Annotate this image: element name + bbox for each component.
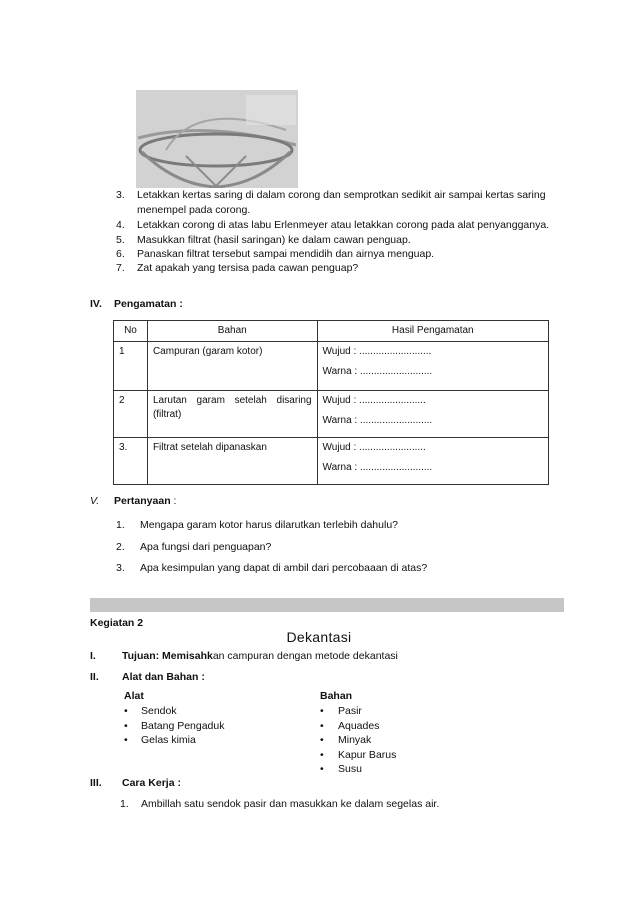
bahan-item: Kapur Barus (338, 749, 397, 761)
tujuan-number: I. (90, 650, 96, 662)
section-v-title (114, 494, 176, 508)
bahan-item: Susu (338, 763, 362, 775)
wujud-field: Wujud : ........................ (322, 442, 426, 453)
question-text: Apa fungsi dari penguapan? (140, 541, 272, 553)
wujud-field: Wujud : ........................ (322, 395, 426, 406)
question-number: 2. (116, 541, 125, 553)
bullet-icon: • (124, 734, 128, 746)
cara-step-text: Ambillah satu sendok pasir dan masukkan ke dalam segelas air. (141, 798, 440, 810)
bahan-item: Pasir (338, 705, 362, 717)
step-text: Masukkan filtrat (hasil saringan) ke dalam cawan penguap. (137, 234, 411, 246)
table-row (114, 438, 549, 485)
table-row (114, 391, 549, 438)
header-bahan: Bahan (147, 321, 317, 342)
question-number: 3. (116, 562, 125, 574)
question-number: 1. (116, 519, 125, 531)
tujuan-label: Tujuan: Memisahk (122, 650, 213, 662)
table-header-row (114, 321, 549, 342)
section-divider-bar (90, 598, 564, 612)
question-text: Mengapa garam kotor harus dilarutkan terlebih dahulu? (140, 519, 398, 531)
row-hasil (317, 391, 548, 438)
dekantasi-title: Dekantasi (286, 629, 352, 645)
step-number: 5. (116, 234, 125, 246)
bullet-icon: • (124, 705, 128, 717)
bullet-icon: • (320, 763, 324, 775)
step-text: menempel pada corong. (137, 204, 251, 216)
bullet-icon: • (320, 705, 324, 717)
step-text: Zat apakah yang tersisa pada cawan penguap? (137, 262, 359, 274)
observation-table (113, 320, 549, 485)
bullet-icon: • (320, 720, 324, 732)
warna-field: Warna : .......................... (322, 462, 433, 473)
tujuan-line (122, 649, 398, 663)
alat-bahan-title: Alat dan Bahan : (122, 671, 205, 683)
header-hasil: Hasil Pengamatan (317, 321, 548, 342)
section-v-label: Pertanyaan (114, 495, 171, 507)
warna-field: Warna : .......................... (322, 415, 433, 426)
row-bahan: Larutan garam setelah disaring (filtrat) (147, 391, 317, 438)
row-no: 2 (114, 391, 148, 438)
alat-heading: Alat (124, 690, 144, 702)
warna-field: Warna : .......................... (322, 366, 433, 377)
bullet-icon: • (320, 734, 324, 746)
kegiatan-label: Kegiatan 2 (90, 617, 144, 629)
table-row (114, 342, 549, 391)
alat-item: Gelas kimia (141, 734, 196, 746)
step-number: 7. (116, 262, 125, 274)
section-v-number: V. (90, 495, 100, 507)
bahan-item: Minyak (338, 734, 372, 746)
wujud-field: Wujud : .......................... (322, 346, 432, 357)
alat-item: Batang Pengaduk (141, 720, 225, 732)
bullet-icon: • (124, 720, 128, 732)
funnel-photo (136, 90, 298, 188)
question-text: Apa kesimpulan yang dapat di ambil dari percobaaan di atas? (140, 562, 428, 574)
row-hasil (317, 438, 548, 485)
row-no: 3. (114, 438, 148, 485)
section-v-colon: : (170, 495, 177, 507)
cara-kerja-number: III. (90, 777, 102, 789)
row-hasil (317, 342, 548, 391)
cara-kerja-title: Cara Kerja : (122, 777, 181, 789)
bahan-heading: Bahan (320, 690, 353, 702)
row-no: 1 (114, 342, 148, 391)
section-iv-title: Pengamatan : (114, 298, 183, 310)
cara-step-number: 1. (120, 798, 129, 810)
bullet-icon: • (320, 749, 324, 761)
step-number: 6. (116, 248, 125, 260)
bahan-item: Aquades (338, 720, 380, 732)
row-bahan: Campuran (garam kotor) (147, 342, 317, 391)
funnel-illustration (136, 90, 298, 188)
section-iv-number: IV. (90, 298, 102, 310)
step-text: Panaskan filtrat tersebut sampai mendidih dan airnya menguap. (137, 248, 435, 260)
alat-item: Sendok (141, 705, 177, 717)
tujuan-text: an campuran dengan metode dekantasi (212, 650, 398, 662)
step-text: Letakkan kertas saring di dalam corong dan semprotkan sedikit air sampai kertas saring (137, 189, 546, 201)
row-bahan: Filtrat setelah dipanaskan (147, 438, 317, 485)
step-number: 3. (116, 189, 125, 201)
step-text: Letakkan corong di atas labu Erlenmeyer atau letakkan corong pada alat penyangganya. (137, 219, 550, 231)
header-no: No (114, 321, 148, 342)
step-number: 4. (116, 219, 125, 231)
alat-bahan-number: II. (90, 671, 99, 683)
